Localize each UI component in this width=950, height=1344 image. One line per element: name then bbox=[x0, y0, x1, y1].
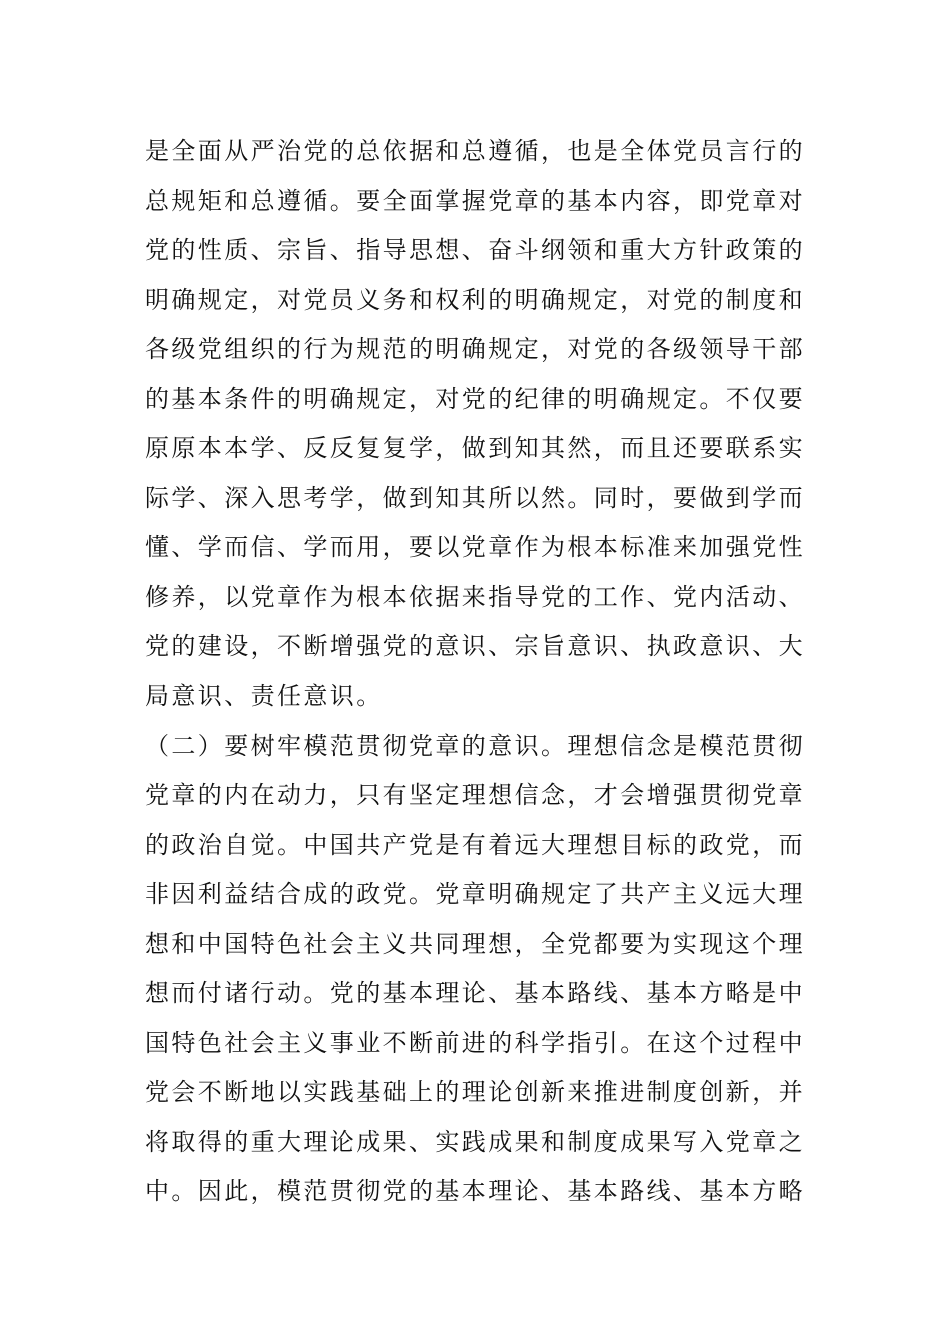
section-heading-line: （二）要树牢模范贯彻党章的意识。理想信念是模范贯彻 bbox=[145, 731, 805, 760]
text-line: 懂、学而信、学而用，要以党章作为根本标准来加强党性 bbox=[145, 533, 805, 562]
text-line-last: 局意识、责任意识。 bbox=[145, 682, 383, 711]
text-line: 原原本本学、反反复复学，做到知其然，而且还要联系实 bbox=[145, 434, 805, 463]
body-text bbox=[145, 127, 807, 1217]
text-line: 的基本条件的明确规定，对党的纪律的明确规定。不仅要 bbox=[145, 384, 805, 413]
text-line: 各级党组织的行为规范的明确规定，对党的各级领导干部 bbox=[145, 335, 805, 364]
text-line: 党的性质、宗旨、指导思想、奋斗纲领和重大方针政策的 bbox=[145, 236, 805, 265]
text-line: 际学、深入思考学，做到知其所以然。同时，要做到学而 bbox=[145, 483, 805, 512]
text-line: 将取得的重大理论成果、实践成果和制度成果写入党章之 bbox=[145, 1127, 805, 1156]
paragraph-section-two bbox=[145, 722, 807, 1217]
text-line: 党章的内在动力，只有坚定理想信念，才会增强贯彻党章 bbox=[145, 781, 805, 810]
text-line: 中。因此，模范贯彻党的基本理论、基本路线、基本方略 bbox=[145, 1177, 805, 1206]
text-line: 的政治自觉。中国共产党是有着远大理想目标的政党，而 bbox=[145, 830, 805, 859]
paragraph-continued bbox=[145, 127, 807, 722]
text-line: 党会不断地以实践基础上的理论创新来推进制度创新，并 bbox=[145, 1078, 805, 1107]
text-line: 想而付诸行动。党的基本理论、基本路线、基本方略是中 bbox=[145, 979, 805, 1008]
text-line: 想和中国特色社会主义共同理想，全党都要为实现这个理 bbox=[145, 929, 805, 958]
text-line: 明确规定，对党员义务和权利的明确规定，对党的制度和 bbox=[145, 285, 805, 314]
text-line: 非因利益结合成的政党。党章明确规定了共产主义远大理 bbox=[145, 880, 805, 909]
text-line: 总规矩和总遵循。要全面掌握党章的基本内容，即党章对 bbox=[145, 186, 805, 215]
text-line: 国特色社会主义事业不断前进的科学指引。在这个过程中 bbox=[145, 1028, 805, 1057]
text-line: 修养，以党章作为根本依据来指导党的工作、党内活动、 bbox=[145, 582, 805, 611]
text-line: 党的建设，不断增强党的意识、宗旨意识、执政意识、大 bbox=[145, 632, 805, 661]
text-line: 是全面从严治党的总依据和总遵循，也是全体党员言行的 bbox=[145, 137, 805, 165]
